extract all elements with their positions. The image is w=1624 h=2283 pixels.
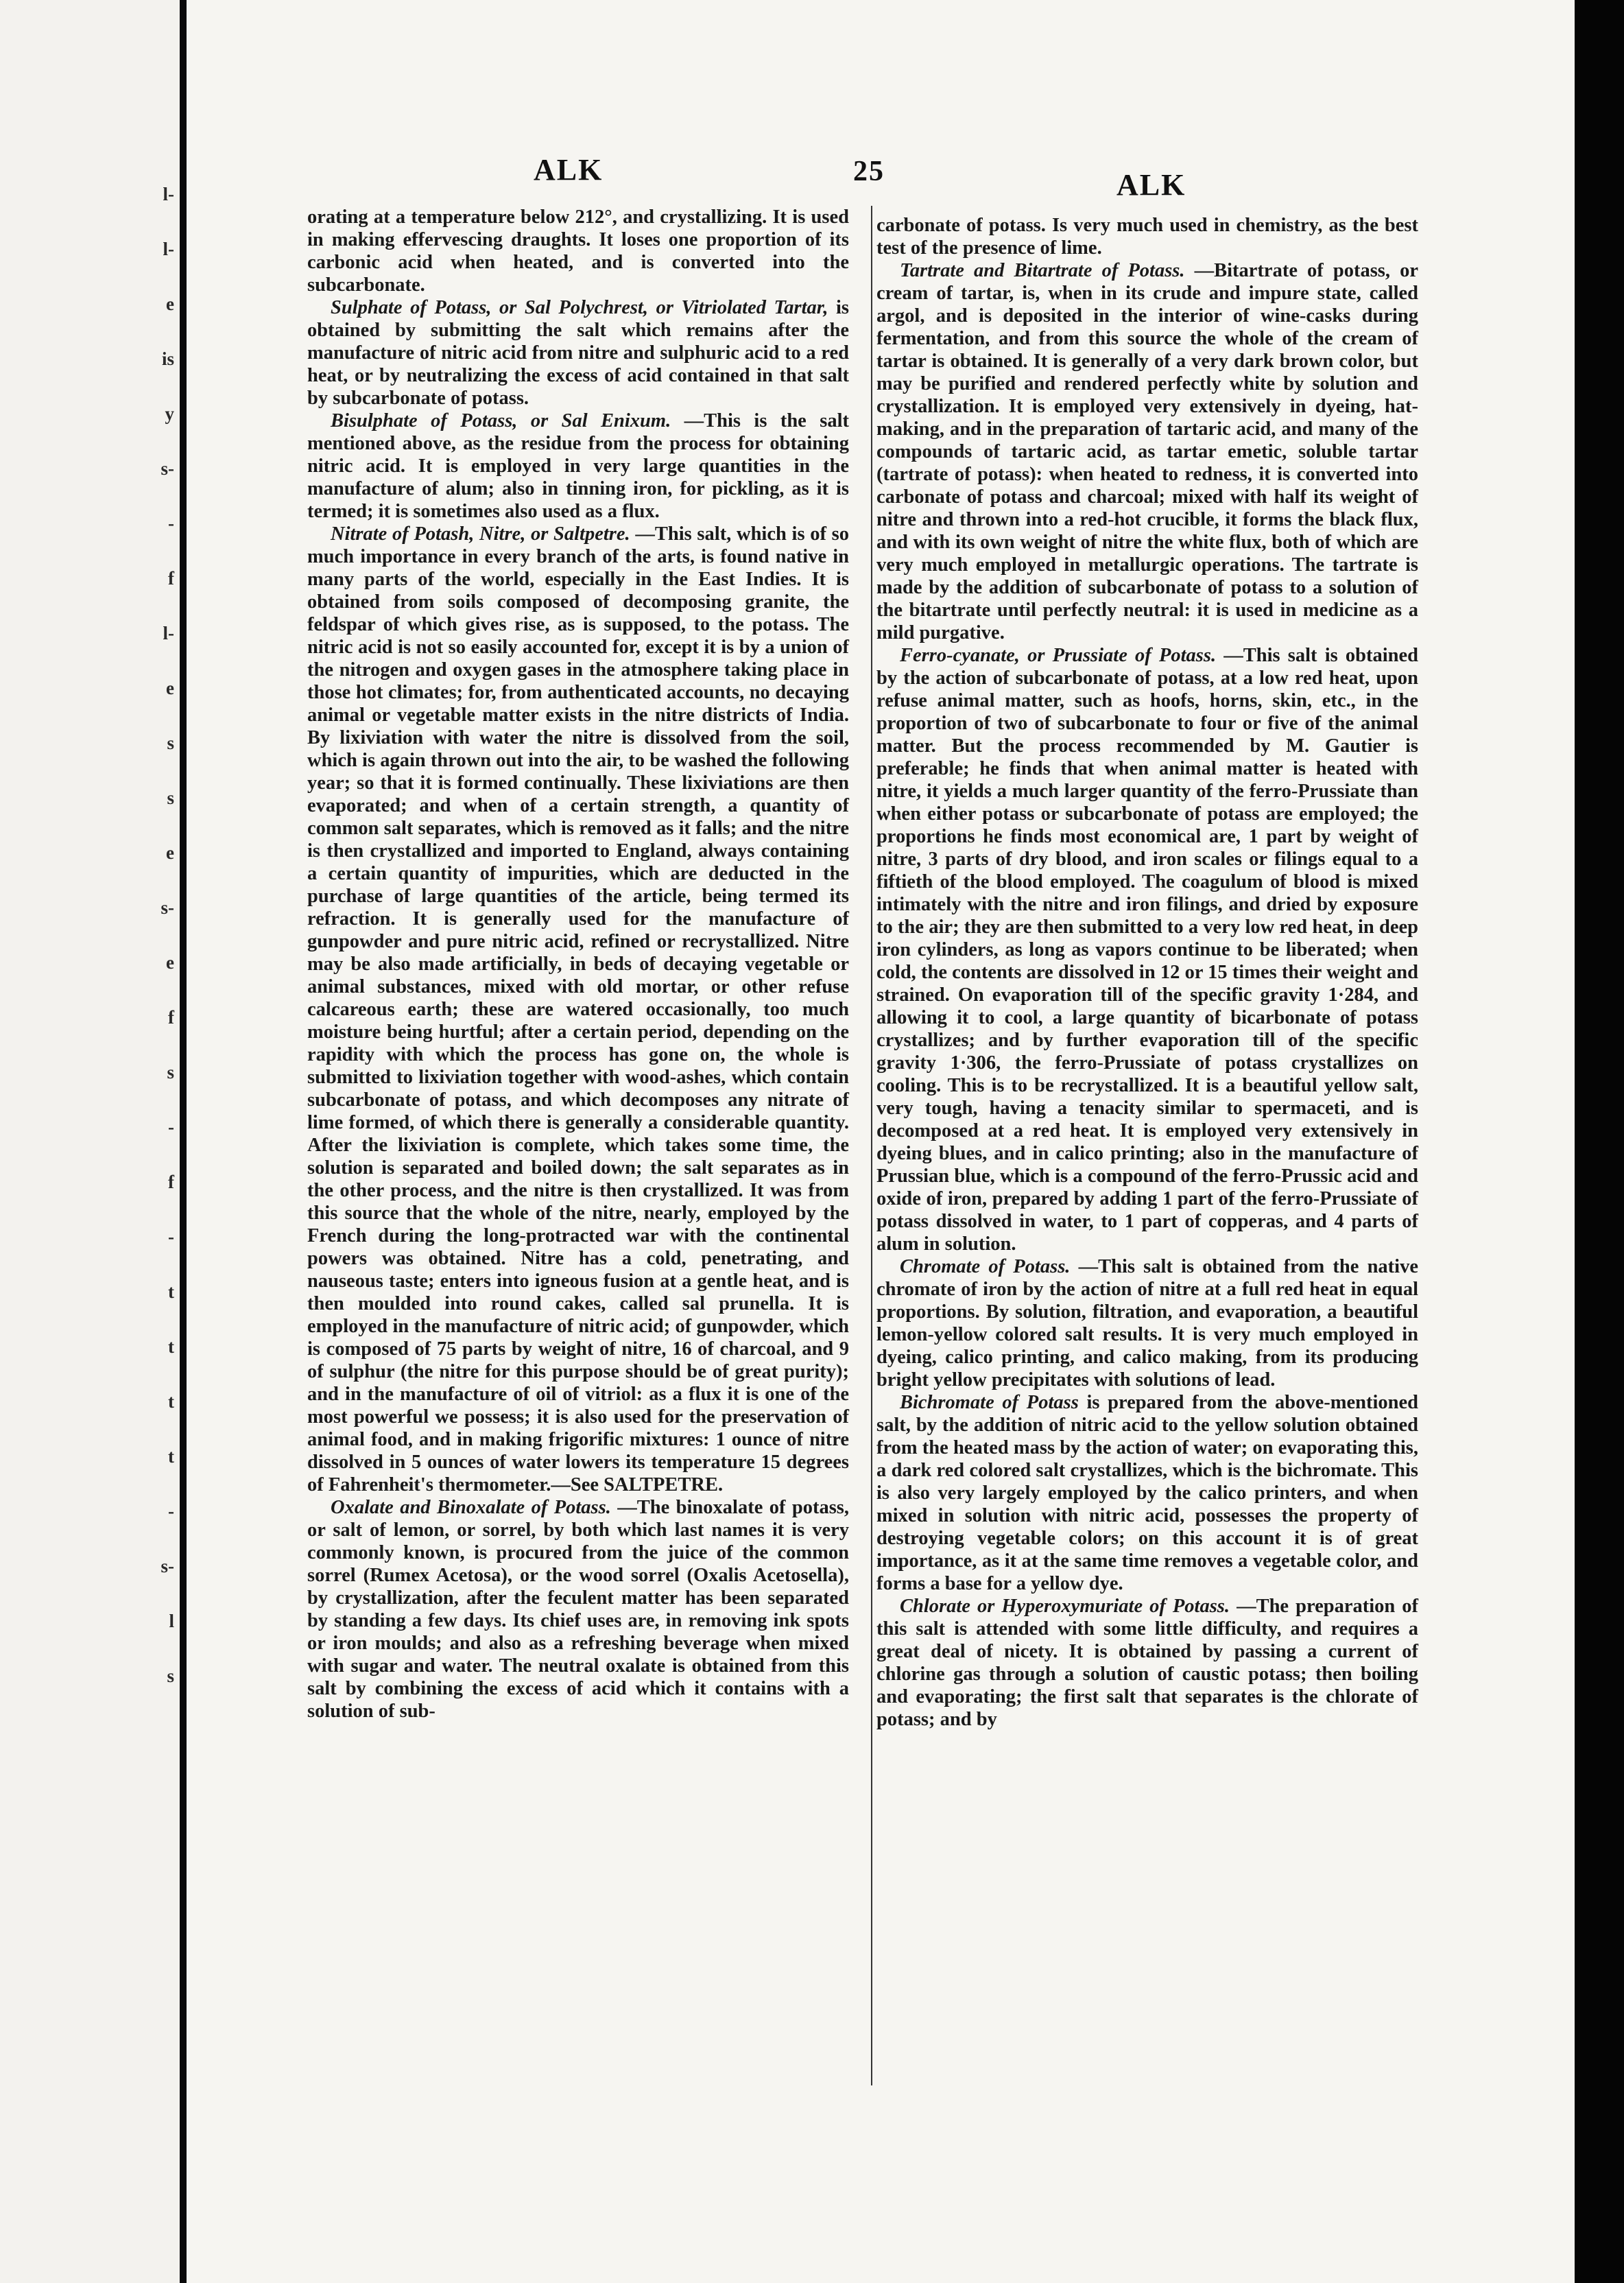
paragraph [876,1391,1418,1595]
entry-text: is prepared from the above-mentioned salt, by the addition of nitric acid to the yellow solution obtained from the heated mass by the action of water; on evaporating this, a dark red colored salt crystallizes, which is the bichromate. This is also very largely employed by the calico printers, and when mixed in solution with nitric acid, possesses the property of destroying vegetable colors; on this account it is of great importance, as it at the same time removes a vegetable color, and forms a base for a yellow dye. [876,1392,1419,1594]
running-head-right: ALK [1116,168,1186,202]
adjacent-page-fragment: t [168,1391,174,1412]
text-column-right [876,214,1418,1731]
entry-text: —This salt, which is of so much importance in every branch of the arts, is found native in many parts of the world, especially in the East Indies. It is obtained from soils composed of decomposing granite, the feldspar of which gives rise, as is supposed, to the potass. The nitric acid is not so easily accounted for, except it is by a union of the nitrogen and oxygen gases in the atmosphere taking place in those hot climates; for, from authenticated accounts, no decaying animal or vegetable matter exists in the nitre districts of India. By lixiviation with water the nitre is dissolved from the soil, which is again thrown out into the air, to be washed the following year; so that it is formed continually. These lixiviations are then evaporated; and when of a certain strength, a quantity of common salt separates, which is removed as it falls; and the nitre is then crystallized and imported to England, always containing a certain quantity of impurities, which are deducted in the purchase of large quantities of the article, being termed its refraction. It is generally used for the manufacture of gunpowder and pure nitric acid, refined or recrystallized. Nitre may be also made artificially, in beds of decaying vegetable or animal substances, mixed with old mortar, or other refuse calcareous earth; these are watered occasionally, too much moisture being hurtful; after a certain period, depending on the rapidity with which the process has gone on, the whole is submitted to lixiviation together with wood-ashes, which contain subcarbonate of potass, and which decomposes any nitrate of lime formed, of which there is generally a considerable quantity. After the lixiviation is complete, which takes some time, the solution is separated and boiled down; the salt separates as in the other process, and the nitre is then crystallized. It was from this source that the whole of the nitre, nearly, employed by the French during the long-protracted war with the continental powers was obtained. Nitre has a cold, penetrating, and nauseous taste; enters into igneous fusion at a gentle heat, and is then moulded into round cakes, called sal prunella. It is employed in the manufacture of nitric acid; of gunpowder, which is composed of 75 parts by weight of nitre, 16 of charcoal, and 9 of sulphur (the nitre for this purpose should be of great purity); and in the manufacture of oil of vitriol: as a flux it is one of the most powerful we possess; it is also used for the preservation of animal food, and in making frigorific mixtures: 1 ounce of nitre dissolved in 5 ounces of water lowers its temperature 15 degrees of Fahrenheit's thermometer.—See SALTPETRE. [307,523,850,1495]
column-divider [871,206,872,2085]
adjacent-page-fragment: l- [163,623,174,643]
entry-heading: Bisulphate of Potass, or Sal Enixum. [331,410,671,431]
paragraph [876,259,1418,644]
adjacent-page-fragment: l- [163,239,174,259]
page [187,0,1575,2283]
entry-text: orating at a temperature below 212°, and crystallizing. It is used in making effervescing draughts. It loses one proportion of its carbonic acid when heated, and is converted into the subcarbonate. [307,206,849,296]
adjacent-page-fragment: - [168,1501,174,1522]
entry-heading: Bichromate of Potass [900,1392,1079,1413]
entry-text: —Bitartrate of potass, or cream of tartar, is, when in its crude and impure state, called argol, and is deposited in the interior of wine-casks during fermentation, and from this source the whole of the cream of tartar is obtained. It is generally of a very dark brown color, but may be purified and rendered perfectly white by solution and crystallization. It is employed very extensively in dyeing, hat-making, and in the preparation of tartaric acid, and many of the compounds of tartaric acid, as tartar emetic, soluble tartar (tartrate of potass): when heated to redness, it is converted into carbonate of potass and charcoal; mixed with half its weight of nitre and thrown into a red-hot crucible, it forms the black flux, and with its own weight of nitre the white flux, both of which are very much employed in metallurgic operations. The tartrate is made by the addition of subcarbonate of potass to a solution of the bitartrate until perfectly neutral: it is used in medicine as a mild purgative. [876,260,1419,643]
adjacent-page-fragment: s [167,1062,174,1083]
adjacent-page-fragment: is [161,348,174,369]
entry-text: is obtained by submitting the salt which remains after the manufacture of nitric acid from nitre and sulphuric acid to a red heat, or by neutralizing the excess of acid contained in that salt by subcarbonate of potass. [307,297,850,409]
entry-heading: Nitrate of Potash, Nitre, or Saltpetre. [331,523,630,545]
adjacent-page-fragment: s- [160,1556,174,1576]
adjacent-page-fragment: - [168,1117,174,1137]
adjacent-page-fragment: - [168,513,174,534]
paragraph [876,644,1418,1255]
book-gutter [180,0,187,2283]
entry-heading: Oxalate and Binoxalate of Potass. [331,1497,611,1518]
paragraph [307,410,849,523]
paragraph [307,523,849,1496]
entry-text: —The binoxalate of potass, or salt of lemon, or sorrel, by both which last names it is very commonly known, is procured from the juice of the common sorrel (Rumex Acetosa), or the wood sorrel (Oxalis Acetosella), by crystallization, after the feculent matter has been separated by standing a few days. Its chief uses are, in removing ink spots or iron moulds; and also as a refreshing beverage when mixed with sugar and water. The neutral oxalate is obtained from this salt by combining the excess of acid which it contains with a solution of sub- [307,1497,850,1722]
adjacent-page-fragment: e [166,294,174,314]
text-column-left [307,206,849,1723]
adjacent-page-fragment: s [167,1666,174,1686]
adjacent-page-fragment: s [167,788,174,808]
page-number: 25 [853,156,885,187]
adjacent-page-fragment: s [167,733,174,753]
entry-text: —This is the salt mentioned above, as the residue from the process for obtaining nitric acid. It is employed in very large quantities in the manufacture of alum; also in tinning iron, for pickling, as it is termed; it is sometimes also used as a flux. [307,410,849,522]
paragraph [307,206,849,296]
adjacent-page-fragment: t [168,1281,174,1302]
paragraph [876,1255,1418,1391]
adjacent-page-fragment: f [168,1007,174,1028]
running-head-left: ALK [534,153,604,187]
entry-text: —This salt is obtained by the action of subcarbonate of potass, at a low red heat, upon refuse animal matter, such as hoofs, horns, skin, etc., in the proportion of two of subcarbonate to four or five of the animal matter. But the process recommended by M. Gautier is preferable; he finds that when animal matter is heated with nitre, it yields a much larger quantity of the ferro-Prussiate than when either potass or subcarbonate of potass are employed; the proportions he finds most economical are, 1 part by weight of nitre, 3 parts of dry blood, and iron scales or filings equal to a fiftieth of the blood employed. The coagulum of blood is mixed intimately with the nitre and iron filings, and dried by exposure to the air; they are then submitted to a very low red heat, in deep iron cylinders, as long as vapors continue to be liberated; when cold, the contents are dissolved in 12 or 15 times their weight and strained. On evaporation till of the specific gravity 1·284, and allowing it to cool, a large quantity of bicarbonate of potass crystallizes; and by further evaporation till of the specific gravity 1·306, the ferro-Prussiate of potass crystallizes on cooling. This is to be recrystallized. It is a beautiful yellow salt, very tough, having a tenacity similar to spermaceti, and is decomposed at a red heat. It is employed very extensively in dyeing blues, and in calico printing; also in the manufacture of Prussian blue, which is a compound of the ferro-Prussic acid and oxide of iron, prepared by adding 1 part of the ferro-Prussiate of potass dissolved in water, to 1 part of copperas, and 4 parts of alum in solution. [876,645,1418,1255]
adjacent-page-fragment: t [168,1336,174,1357]
scan-border [1575,0,1624,2283]
adjacent-page-strip [0,0,180,2283]
entry-heading: Chlorate or Hyperoxymuriate of Potass. [900,1596,1230,1617]
adjacent-page-fragment: - [168,1227,174,1247]
entry-heading: Ferro-cyanate, or Prussiate of Potass. [900,645,1217,666]
paragraph [876,1595,1418,1731]
entry-text: —This salt is obtained from the native chromate of iron by the action of nitre at a full red heat in equal proportions. By solution, filtration, and evaporation, a beautiful lemon-yellow colored salt results. It is very much employed in dyeing, calico printing, and calico making, from its producing bright yellow precipitates with solutions of lead. [876,1256,1418,1391]
entry-heading: Tartrate and Bitartrate of Potass. [900,260,1185,281]
adjacent-page-fragment: y [165,403,174,424]
paragraph [876,214,1418,259]
entry-heading: Sulphate of Potass, or Sal Polychrest, or Vitriolated Tartar, [331,297,828,318]
adjacent-page-fragment: f [168,568,174,589]
entry-text: carbonate of potass. Is very much used in chemistry, as the best test of the presence of lime. [876,215,1418,259]
adjacent-page-fragment: e [166,678,174,698]
paragraph [307,1496,849,1723]
paragraph [307,296,849,410]
adjacent-page-fragment: s- [160,458,174,479]
entry-text: —The preparation of this salt is attended with some little difficulty, and requires a great deal of nicety. It is obtained by passing a current of chlorine gas through a solution of caustic potass; then boiling and evaporating; the first salt that separates is the chlorate of potass; and by [876,1596,1418,1730]
adjacent-page-fragment: l [169,1611,174,1631]
adjacent-page-fragment: e [166,952,174,973]
adjacent-page-fragment: e [166,842,174,863]
adjacent-page-fragment: t [168,1446,174,1467]
adjacent-page-fragment: f [168,1172,174,1192]
adjacent-page-fragment: l- [163,184,174,204]
entry-heading: Chromate of Potass. [900,1256,1071,1277]
adjacent-page-fragment: s- [160,897,174,918]
